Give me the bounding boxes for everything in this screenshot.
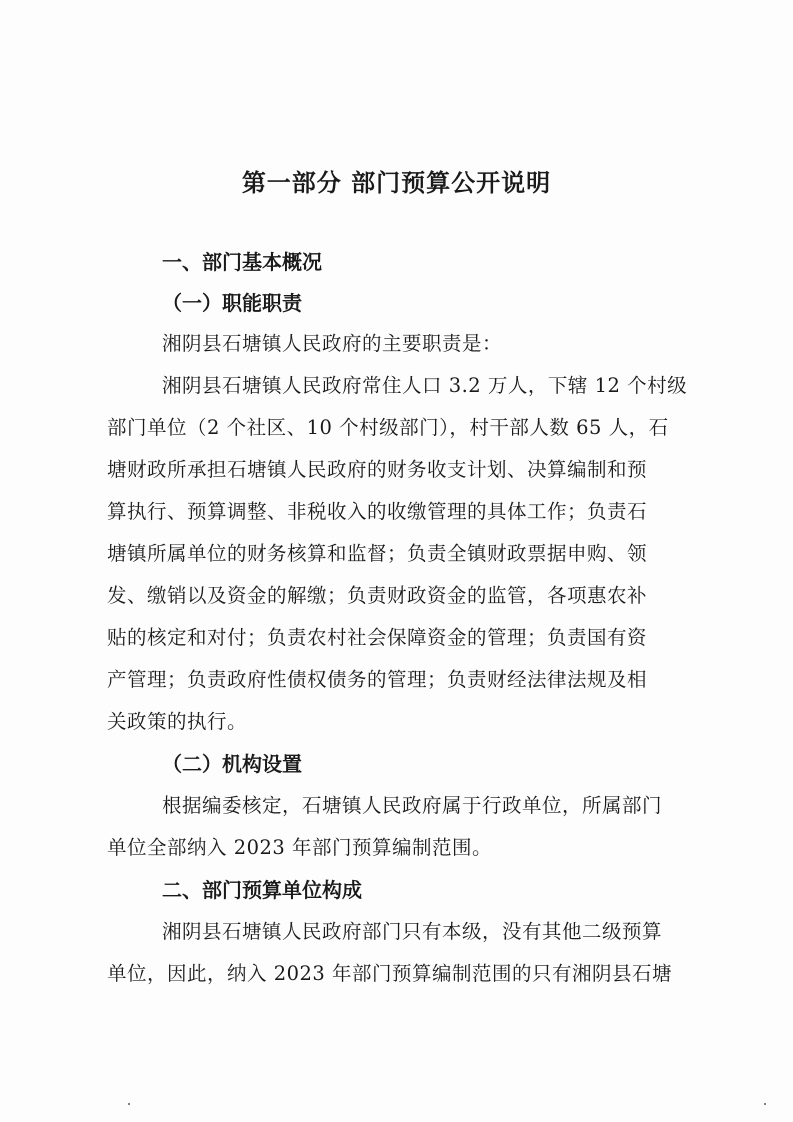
section-heading-basic-overview: 一、部门基本概况 <box>162 250 322 274</box>
paragraph-line: 湘阴县石塘镇人民政府常住人口 3.2 万人，下辖 12 个村级 <box>162 374 688 397</box>
paragraph-line: 塘镇所属单位的财务核算和监督；负责全镇财政票据申购、领 <box>107 542 648 565</box>
paragraph-line: 算执行、预算调整、非税收入的收缴管理的具体工作；负责石 <box>107 500 648 523</box>
paragraph-line: 根据编委核定，石塘镇人民政府属于行政单位，所属部门 <box>162 794 663 817</box>
scan-speck <box>128 1103 130 1105</box>
paragraph-line: 产管理；负责政府性债权债务的管理；负责财经法律法规及相 <box>107 668 648 691</box>
paragraph-line: 发、缴销以及资金的解缴；负责财政资金的监管，各项惠农补 <box>107 584 648 607</box>
paragraph-line: 单位，因此，纳入 2023 年部门预算编制范围的只有湘阴县石塘 <box>107 962 673 985</box>
duties-intro: 湘阴县石塘镇人民政府的主要职责是： <box>162 332 503 355</box>
paragraph-line: 塘财政所承担石塘镇人民政府的财务收支计划、决算编制和预 <box>107 458 648 481</box>
paragraph-line: 湘阴县石塘镇人民政府部门只有本级，没有其他二级预算 <box>162 920 663 943</box>
subsection-heading-duties: （一）职能职责 <box>162 291 302 315</box>
subsection-heading-organization: （二）机构设置 <box>162 752 302 776</box>
paragraph-line: 单位全部纳入 2023 年部门预算编制范围。 <box>107 836 493 859</box>
paragraph-line: 关政策的执行。 <box>107 710 248 733</box>
scan-speck <box>764 1103 766 1105</box>
section-heading-budget-units: 二、部门预算单位构成 <box>162 878 362 902</box>
paragraph-line: 部门单位（2 个社区、10 个村级部门），村干部人数 65 人，石 <box>107 416 669 439</box>
paragraph-line: 贴的核定和对付；负责农村社会保障资金的管理；负责国有资 <box>107 626 648 649</box>
page-title: 第一部分 部门预算公开说明 <box>241 169 552 197</box>
